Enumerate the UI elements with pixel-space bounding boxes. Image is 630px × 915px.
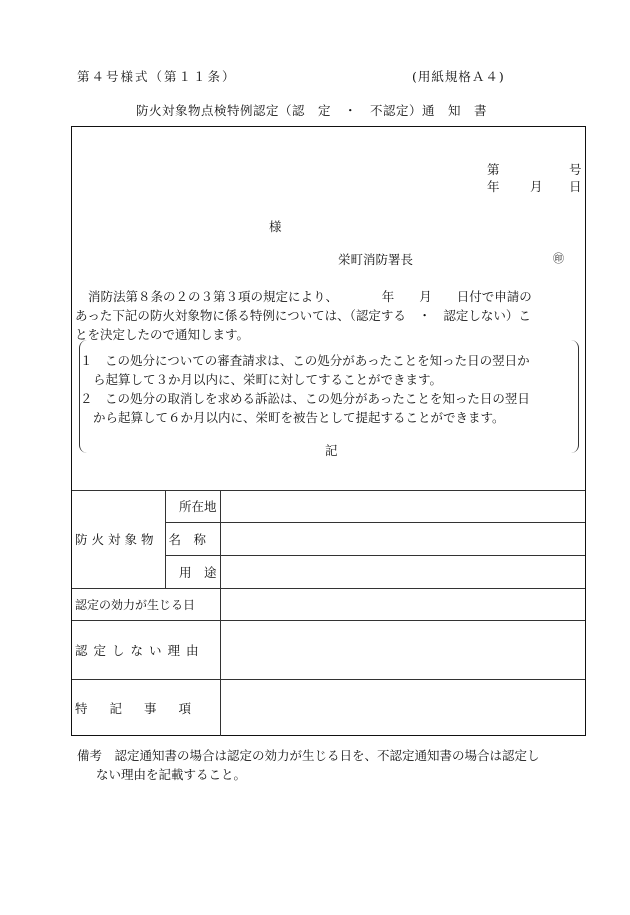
date-nen: 年 [487, 179, 500, 194]
table-row [72, 490, 585, 522]
number-dai: 第 [487, 162, 500, 177]
body-text [75, 287, 583, 344]
appeal-notice-2 [80, 389, 572, 427]
reason-label: 認定しない理由 [72, 620, 220, 679]
table-row [72, 588, 585, 620]
use-value[interactable] [220, 555, 585, 588]
appeal-notice-1 [80, 351, 572, 389]
notice-2-line-2: から起算して６か月以内に、栄町を被告として提起することができます。 [93, 410, 505, 425]
body-line-1: 消防法第８条の２の３第３項の規定により、 年 月 日付で申請の [88, 289, 532, 304]
effective-date-label: 認定の効力が生じる日 [72, 588, 220, 620]
notice-letter-section [72, 127, 585, 491]
special-notes-value[interactable] [220, 679, 585, 736]
body-line-3: とを決定したので通知します。 [75, 327, 250, 342]
ki-mark: 記 [325, 443, 338, 458]
paper-size: (用紙規格Ａ４) [412, 69, 505, 84]
number-go: 号 [569, 162, 582, 177]
footnote-line-1: 備考 認定通知書の場合は認定の効力が生じる日を、不認定通知書の場合は認定し [77, 748, 540, 763]
document-title: 防火対象物点検特例認定（認 定 ・ 不認定）通 知 書 [136, 103, 488, 118]
special-notes-label: 特記事項 [72, 679, 220, 736]
form-number: 第４号様式（第１１条） [77, 69, 237, 84]
fire-object-label: 防火対象物 [72, 490, 165, 588]
addressee-suffix: 様 [269, 219, 282, 234]
footnote [77, 746, 592, 784]
table-row [72, 620, 585, 679]
notice-2-line-1: ２ この処分の取消しを求める訴訟は、この処分があったことを知った日の翌日 [80, 391, 530, 406]
notice-1-line-2: ら起算して３か月以内に、栄町に対してすることができます。 [93, 372, 443, 387]
date-tsuki: 月 [530, 179, 543, 194]
details-table [72, 490, 585, 736]
reason-value[interactable] [220, 620, 585, 679]
footnote-line-2: ない理由を記載すること。 [96, 767, 247, 782]
form-frame [71, 126, 586, 736]
name-label: 名 称 [165, 522, 220, 555]
sender-name: 栄町消防署長 [338, 252, 414, 267]
date-hi: 日 [569, 179, 582, 194]
notice-1-line-1: １ この処分についての審査請求は、この処分があったことを知った日の翌日か [80, 353, 530, 368]
use-label: 用 途 [165, 555, 220, 588]
effective-date-value[interactable] [220, 588, 585, 620]
name-value[interactable] [220, 522, 585, 555]
location-value[interactable] [220, 490, 585, 522]
location-label: 所在地 [165, 490, 220, 522]
body-line-2: あった下記の防火対象物に係る特例については、（認定する ・ 認定しない）こ [75, 308, 531, 323]
seal-icon: ㊞ [553, 252, 564, 265]
table-row [72, 679, 585, 736]
